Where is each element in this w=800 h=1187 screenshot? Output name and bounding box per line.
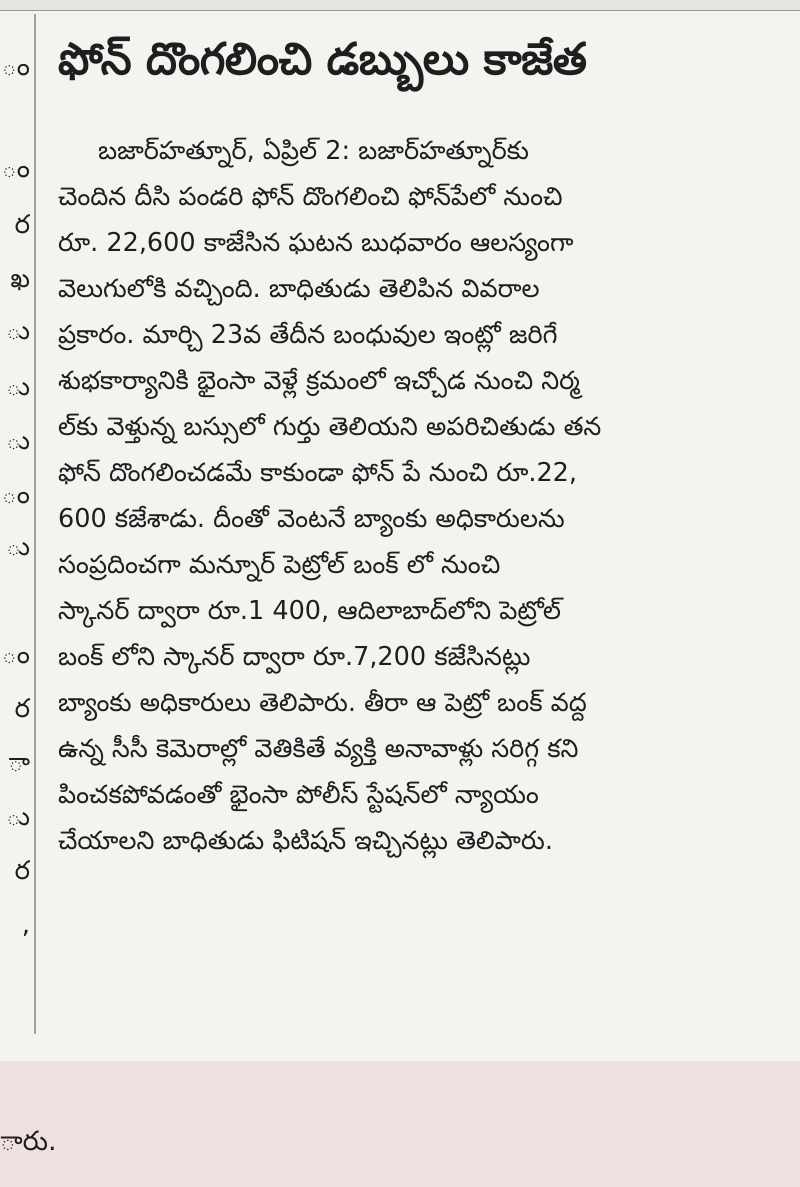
article-line: ఉన్న సీసీ కెమెరాల్లో వెతికితే వ్యక్తి అనావాళ్లు సరిగ్గ కని	[58, 734, 579, 764]
adjacent-column-fragments	[0, 14, 30, 1054]
article-line: ఫోన్ దొంగలించడమే కాకుండా ఫోన్ పే నుంచి రూ.22,	[58, 458, 578, 488]
article-line: బజార్‌హత్నూర్, ఏప్రిల్ 2: బజార్‌హత్నూర్‌కు	[98, 136, 529, 166]
article-line: ప్రకారం. మార్చి 23వ తేదీన బంధువుల ఇంట్లో జరిగే	[58, 320, 558, 350]
article-line: బంక్ లోని స్కానర్ ద్వారా రూ.7,200 కజేసినట్లు	[58, 642, 531, 672]
article-line: చెందిన దీసి పండరి ఫోన్ దొంగలించి ఫోన్‌పేలో నుంచి	[58, 182, 563, 212]
column-fragment: ఖ	[10, 264, 30, 294]
article-line: వెలుగులోకి వచ్చింది. బాధితుడు తెలిపిన వివరాల	[58, 274, 540, 304]
column-fragment: ర	[14, 694, 30, 724]
column-fragment: ర	[14, 210, 30, 240]
adjacent-article-band	[0, 1061, 800, 1187]
column-fragment: ం	[1, 480, 30, 510]
column-fragment: ు	[5, 802, 30, 832]
column-fragment: ు	[5, 426, 30, 456]
article-line: సంప్రదించగా మన్నూర్ పెట్రోల్ బంక్ లో నుంచి	[58, 550, 501, 580]
column-fragment: ర	[14, 856, 30, 886]
article-line: చేయాలని బాధితుడు ఫిటిషన్ ఇచ్చినట్లు తెలిపారు.	[58, 826, 553, 856]
column-fragment: ా	[8, 748, 30, 778]
article-line: శుభకార్యానికి భైంసా వెళ్లే క్రమంలో ఇచ్చోడ నుంచి నిర్మ	[58, 366, 580, 396]
column-fragment: ం	[1, 52, 30, 82]
article-line: బ్యాంకు అధికారులు తెలిపారు. తీరా ఆ పెట్రో బంక్ వద్ద	[58, 688, 587, 718]
news-article	[58, 28, 800, 864]
article-body	[58, 128, 800, 864]
adjacent-article-fragment: ారు.	[0, 1126, 57, 1157]
column-fragment: ం	[1, 154, 30, 184]
column-fragment: ు	[5, 316, 30, 346]
column-fragment: ం	[1, 640, 30, 670]
article-line: 600 కజేశాడు. దీంతో వెంటనే బ్యాంకు అధికారులను	[58, 504, 565, 534]
column-fragment: ు	[5, 372, 30, 402]
article-line: ల్‌కు వెళ్తున్న బస్సులో గుర్తు తెలియని అపరిచితుడు తన	[58, 412, 602, 442]
article-line: పించకపోవడంతో భైంసా పోలీస్ స్టేషన్‌లో న్యాయం	[58, 780, 539, 810]
article-line: స్కానర్ ద్వారా రూ.1 400, ఆదిలాబాద్‌లోని పెట్రోల్	[58, 596, 562, 626]
article-headline: ఫోన్ దొంగలించి డబ్బులు కాజేత	[58, 34, 587, 85]
page-top-rule	[0, 0, 800, 11]
article-line: రూ. 22,600 కాజేసిన ఘటన బుధవారం ఆలస్యంగా	[58, 228, 574, 258]
column-fragment: ,	[21, 910, 30, 940]
column-fragment: ు	[5, 532, 30, 562]
column-divider	[34, 14, 36, 1034]
